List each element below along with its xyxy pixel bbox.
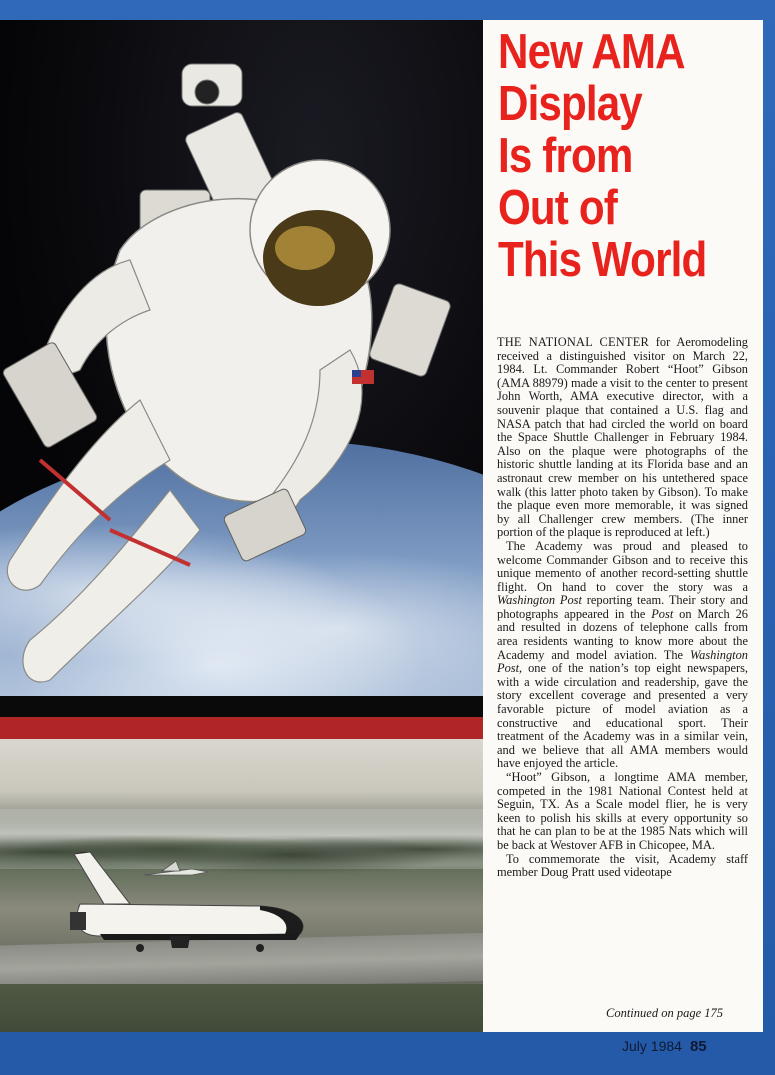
publication-name-2: Washington Post, (497, 647, 748, 676)
headline-line-3: Is from (498, 129, 633, 183)
astronaut-spacewalk-photo (0, 20, 483, 696)
article-paragraph-2 (497, 540, 748, 771)
lead-in: THE NATIONAL CENTER (497, 335, 649, 349)
page-number: 85 (689, 1038, 707, 1055)
headline (498, 26, 713, 286)
publication-name-short: Post (651, 606, 674, 621)
article-paragraph-1 (497, 336, 748, 540)
article-paragraph-3: “Hoot” Gibson, a longtime AMA member, competed in the 1981 National Contest held at Seguin, TX. As a Scale model flier, he is very keen to polish his skills at every opportunity so that he can plan to be at the 1985 Nats which will be back at Westover AFB in Chicopee, MA. (497, 770, 748, 852)
issue-date: July 1984 (622, 1038, 682, 1054)
shuttle-landing-photo (0, 739, 483, 1032)
page-folio (622, 1038, 707, 1055)
continued-note: Continued on page 175 (605, 1006, 723, 1020)
headline-line-4: Out of (498, 181, 617, 235)
headline-line-5: This World (498, 233, 707, 287)
headline-line-2: Display (498, 77, 642, 131)
paragraph-2-text-a: The Academy was proud and pleased to welcome Commander Gibson and to receive this unique memento of another record-setting shuttle flight. On hand to cover the story was a (497, 538, 748, 594)
paragraph-2-text-d: one of the nation’s top eight newspapers, with a wide circulation and readership, gave the story excellent coverage and presented a very favorable picture of model aviation as a constructive and educational sport. Their treatment of the Academy was in a similar vein, and we believe that all AMA members would have enjoyed the article. (497, 661, 748, 771)
publication-name: Washington Post (497, 593, 582, 608)
paragraph-1-text: for Aeromodeling received a distinguished visitor on March 22, 1984. Lt. Commander Robert “Hoot” Gibson (AMA 88979) made a visit to the center to present John Worth, AMA executive director, with a souvenir plaque that contained a U.S. flag and NASA patch that had circled the world on board the Space Shuttle Challenger in February 1984. Also on the plaque were photographs of the historic shuttle landing at its Florida base and an astronaut crew member on his untethered space walk (this latter photo taken by Gibson). To make the plaque even more memorable, it was signed by all Challenger crew members. (The inner portion of the plaque is reproduced at left.) (497, 335, 748, 540)
article-paragraph-4: To commemorate the visit, Academy staff member Doug Pratt used videotape (497, 851, 748, 880)
photo-divider-red (0, 717, 483, 739)
article-body (497, 336, 748, 880)
paragraph-2-text-c: on March 26 and resulted in dozens of telephone calls from area residents wanting to know more about the Academy and model aviation. The (497, 606, 748, 662)
headline-line-1: New AMA (498, 25, 685, 79)
photo-panel (0, 20, 483, 1032)
photo-divider-dark (0, 696, 483, 717)
grass-foreground (0, 984, 483, 1032)
paragraph-2-text-b: reporting team. Their story and photographs appeared in the (497, 593, 748, 621)
